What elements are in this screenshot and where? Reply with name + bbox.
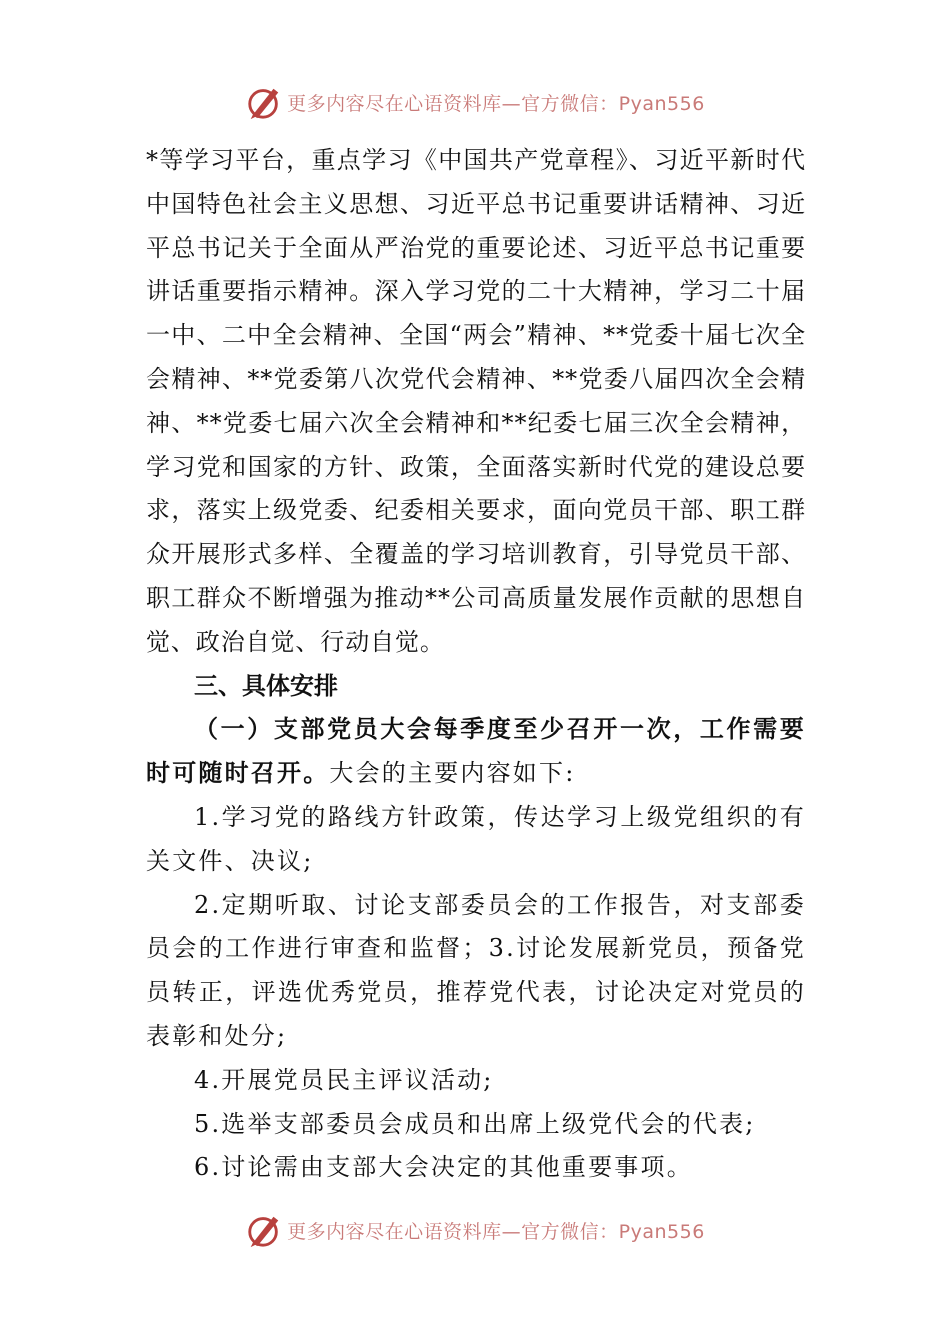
document-body: [146, 139, 806, 1190]
list-item: 1.学习党的路线方针政策，传达学习上级党组织的有关文件、决议;: [146, 802, 806, 875]
subsection-paragraph: [146, 708, 806, 796]
subsection-intro: 大会的主要内容如下:: [329, 759, 576, 788]
list-item: 6.讨论需由支部大会决定的其他重要事项。: [194, 1153, 693, 1182]
subsection-heading: （一）支部党员大会每季度至少召开一次，工作需要时可随时召开。: [146, 715, 806, 788]
body-paragraph: *等学习平台，重点学习《中国共产党章程》、习近平新时代中国特色社会主义思想、习近平总书记重要讲话精神、习近平总书记关于全面从严治党的重要论述、习近平总书记重要讲话重要指示精神。深入学习党的二十大精神，学习二十届一中、二中全会精神、全国“两会”精神、**党委十届七次全会精神、**党委第八次党代会精神、**党委八届四次全会精神、**党委七届六次全会精神和**纪委七届三次全会精神，学习党和国家的方针、政策，全面落实新时代党的建设总要求，落实上级党委、纪委相关要求，面向党员干部、职工群众开展形式多样、全覆盖的学习培训教育，引导党员干部、职工群众不断增强为推动**公司高质量发展作贡献的思想自觉、政治自觉、行动自觉。: [146, 146, 806, 656]
list-item: 5.选举支部委员会成员和出席上级党代会的代表;: [194, 1109, 756, 1138]
pen-logo-icon: [245, 83, 283, 121]
section-heading: 三、具体安排: [194, 671, 338, 700]
watermark-text: 更多内容尽在心语资料库—官方微信：Pyan556: [287, 92, 705, 115]
watermark-footer: [0, 1210, 950, 1250]
pen-logo-icon: [245, 1211, 283, 1249]
watermark-header: [0, 82, 950, 122]
list-item: 2.定期听取、讨论支部委员会的工作报告，对支部委员会的工作进行审查和监督；3.讨论发展新党员，预备党员转正，评选优秀党员，推荐党代表，讨论决定对党员的表彰和处分;: [146, 890, 806, 1050]
watermark-text: 更多内容尽在心语资料库—官方微信：Pyan556: [287, 1220, 705, 1243]
list-item: 4.开展党员民主评议活动;: [194, 1065, 494, 1094]
